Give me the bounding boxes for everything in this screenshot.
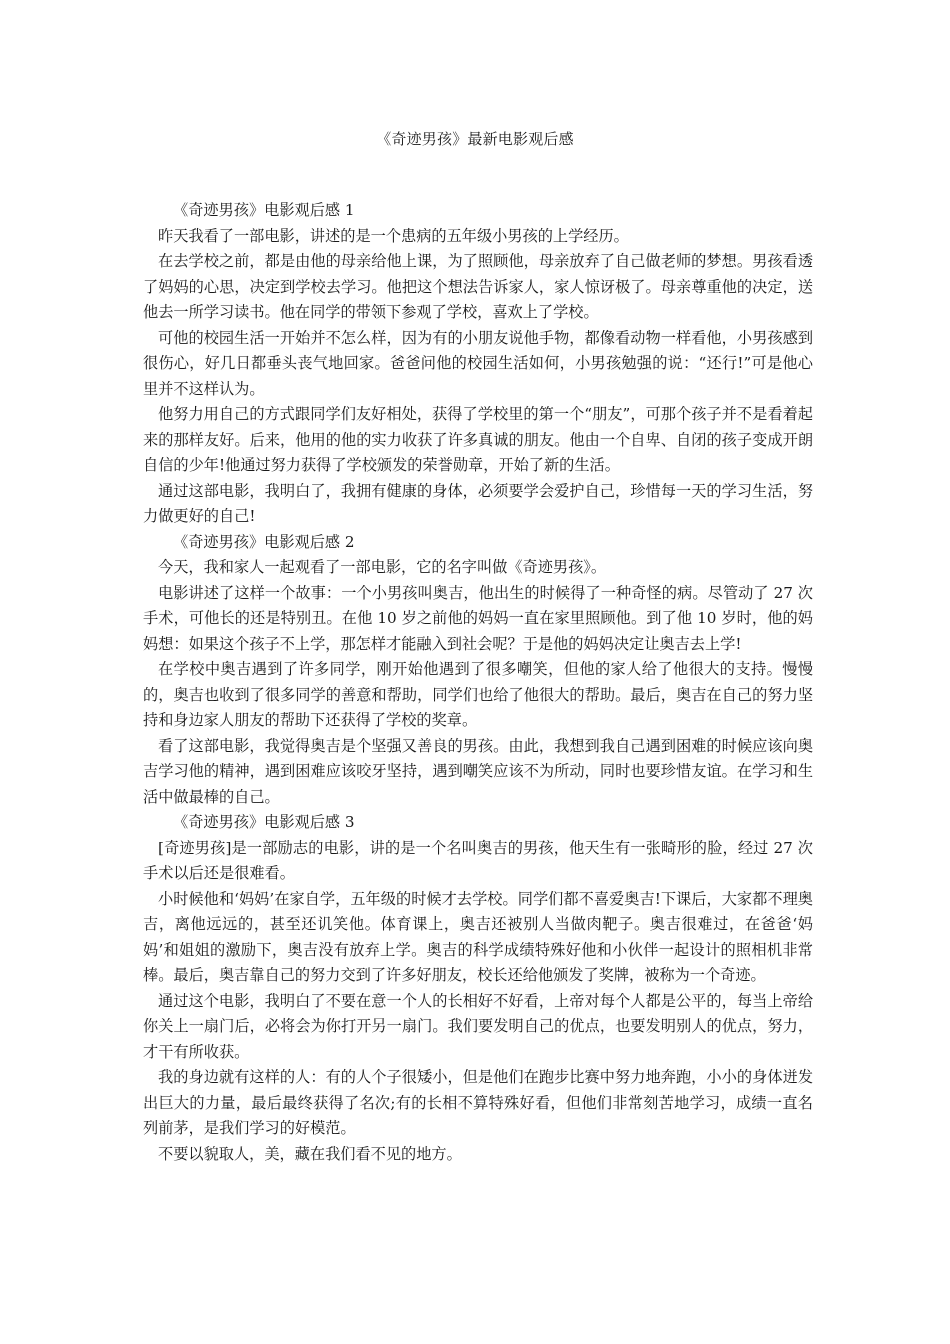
section-heading: 《奇迹男孩》电影观后感 1 [173,201,355,219]
document-title: 《奇迹男孩》最新电影观后感 [376,130,574,148]
paragraph: 昨天我看了一部电影，讲述的是一个患病的五年级小男孩的上学经历。 [158,226,629,245]
paragraph: 他努力用自己的方式跟同学们友好相处，获得了学校里的第一个“朋友”，可那个孩子并不是看着起来的那样友好。后来，他用的他的实力收获了许多真诚的朋友。他由一个自卑、自闭的孩子变成开朗自信的少年!他通过努力获得了学校颁发的荣誉勋章，开始了新的生活。 [143,405,813,474]
paragraph: 通过这个电影，我明白了不要在意一个人的长相好不好看，上帝对每个人都是公平的，每当上帝给你关上一扇门后，必将会为你打开另一扇门。我们要发明自己的优点，也要发明别人的优点，努力，才干有所收获。 [143,991,813,1061]
section-heading: 《奇迹男孩》电影观后感 2 [173,532,355,551]
paragraph: 看了这部电影，我觉得奥吉是个坚强又善良的男孩。由此，我想到我自己遇到困难的时候应该向奥吉学习他的精神，遇到困难应该咬牙坚持，遇到嘲笑应该不为所动，同时也要珍惜友谊。在学习和生活中做最棒的自己。 [143,736,813,806]
paragraph: 今天，我和家人一起观看了一部电影，它的名字叫做《奇迹男孩》。 [158,558,607,576]
paragraph: [奇迹男孩]是一部励志的电影，讲的是一个名叫奥吉的男孩，他天生有一张畸形的脸，经过 27 次手术以后还是很难看。 [143,838,813,882]
document-body [143,198,813,1167]
paragraph: 小时候他和‘妈妈’在家自学，五年级的时候才去学校。同学们都不喜爱奥吉!下课后，大家都不理奥吉，离他远远的，甚至还讥笑他。体育课上，奥吉还被别人当做肉靶子。奥吉很难过，在爸爸‘妈妈’和姐姐的激励下，奥吉没有放弃上学。奥吉的科学成绩特殊好他和小伙伴一起设计的照相机非常棒。最后，奥吉靠自己的努力交到了许多好朋友，校长还给他颁发了奖牌，被称为一个奇迹。 [143,889,813,984]
paragraph: 在学校中奥吉遇到了许多同学，刚开始他遇到了很多嘲笑，但他的家人给了他很大的支持。慢慢的，奥吉也收到了很多同学的善意和帮助，同学们也给了他很大的帮助。最后，奥吉在自己的努力坚持和身边家人朋友的帮助下还获得了学校的奖章。 [143,660,813,729]
paragraph: 可他的校园生活一开始并不怎么样，因为有的小朋友说他手物，都像看动物一样看他，小男孩感到很伤心，好几日都垂头丧气地回家。爸爸问他的校园生活如何，小男孩勉强的说：“还行!”可是他心里并不这样认为。 [143,328,813,398]
paragraph: 在去学校之前，都是由他的母亲给他上课，为了照顾他，母亲放弃了自己做老师的梦想。男孩看透了妈妈的心思，决定到学校去学习。他把这个想法告诉家人，家人惊讶极了。母亲尊重他的决定，送他去一所学习读书。他在同学的带领下参观了学校，喜欢上了学校。 [143,252,813,321]
paragraph: 通过这部电影，我明白了，我拥有健康的身体，必须要学会爱护自己，珍惜每一天的学习生活，努力做更好的自己! [143,481,813,525]
paragraph: 电影讲述了这样一个故事：一个小男孩叫奥吉，他出生的时候得了一种奇怪的病。尽管动了 27 次手术，可他长的还是特别丑。在他 10 岁之前他的妈妈一直在家里照顾他。到了他 10 岁时，他的妈妈想：如果这个孩子不上学，那怎样才能融入到社会呢？于是他的妈妈决定让奥吉去上学! [143,583,813,653]
paragraph: 我的身边就有这样的人：有的人个子很矮小，但是他们在跑步比赛中努力地奔跑，小小的身体迸发出巨大的力量，最后最终获得了名次;有的长相不算特殊好看，但他们非常刻苦地学习，成绩一直名列前茅，是我们学习的好模范。 [143,1068,813,1137]
paragraph: 不要以貌取人，美，藏在我们看不见的地方。 [158,1144,462,1163]
section-heading: 《奇迹男孩》电影观后感 3 [173,813,355,831]
